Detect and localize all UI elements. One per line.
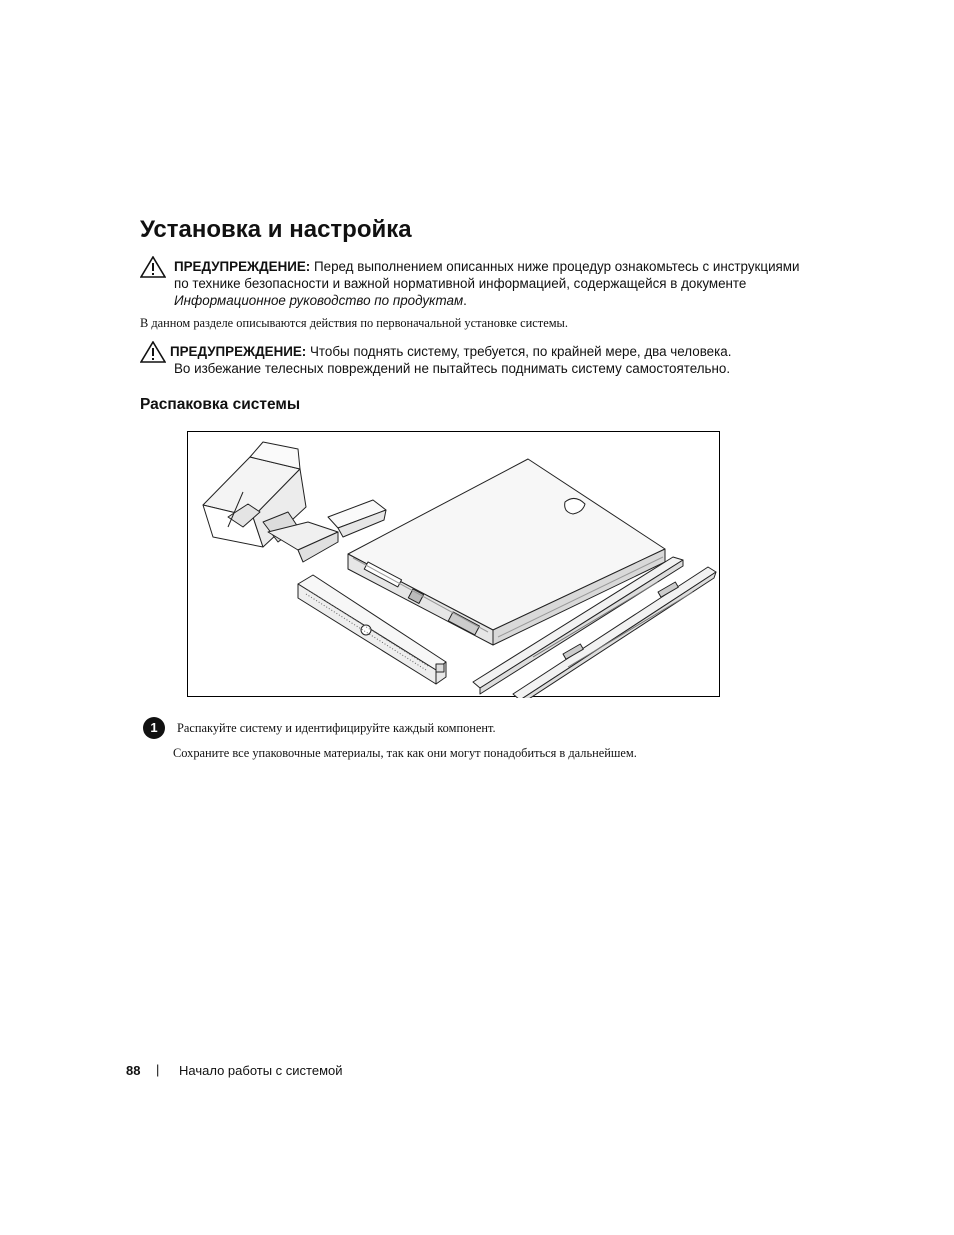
warning-icon (140, 256, 166, 278)
shipping-box (203, 442, 386, 562)
unpacking-illustration (187, 431, 720, 697)
server-chassis (348, 459, 665, 645)
footer-chapter-title: Начало работы с системой (179, 1063, 343, 1078)
warning-icon (140, 341, 166, 363)
section-heading: Распаковка системы (140, 396, 301, 413)
warning-text: Перед выполнением описанных ниже процедур ознакомьтесь с инструкциями по технике безопасности и важной нормативной информацией, содержащейся в документе (174, 259, 800, 291)
page-number: 88 (126, 1063, 141, 1078)
step-number-badge: 1 (143, 717, 165, 739)
warning-text-line2: Во избежание телесных повреждений не пытайтесь поднимать систему самостоятельно. (174, 361, 731, 376)
document-reference: Информационное руководство по продуктам (174, 293, 464, 308)
footer-separator: | (156, 1062, 160, 1077)
unpacking-drawing (188, 432, 721, 698)
step-note: Сохраните все упаковочные материалы, так как они могут понадобиться в дальнейшем. (173, 746, 637, 760)
page-title: Установка и настройка (140, 216, 412, 243)
warning-label: ПРЕДУПРЕЖДЕНИЕ: (174, 259, 311, 274)
warning-label: ПРЕДУПРЕЖДЕНИЕ: (170, 344, 307, 359)
step-instruction: Распакуйте систему и идентифицируйте каждый компонент. (177, 721, 496, 735)
intro-paragraph: В данном разделе описываются действия по первоначальной установке системы. (140, 316, 568, 330)
warning-safety: ПРЕДУПРЕЖДЕНИЕ: Перед выполнением описанных ниже процедур ознакомьтесь с инструкциями по технике безопасности и важной нормативной информацией, содержащейся в документе Информационное руководство по продуктам. (140, 258, 800, 309)
warning-text: Чтобы поднять систему, требуется, по крайней мере, два человека. (306, 344, 732, 359)
warning-lifting (140, 343, 800, 377)
